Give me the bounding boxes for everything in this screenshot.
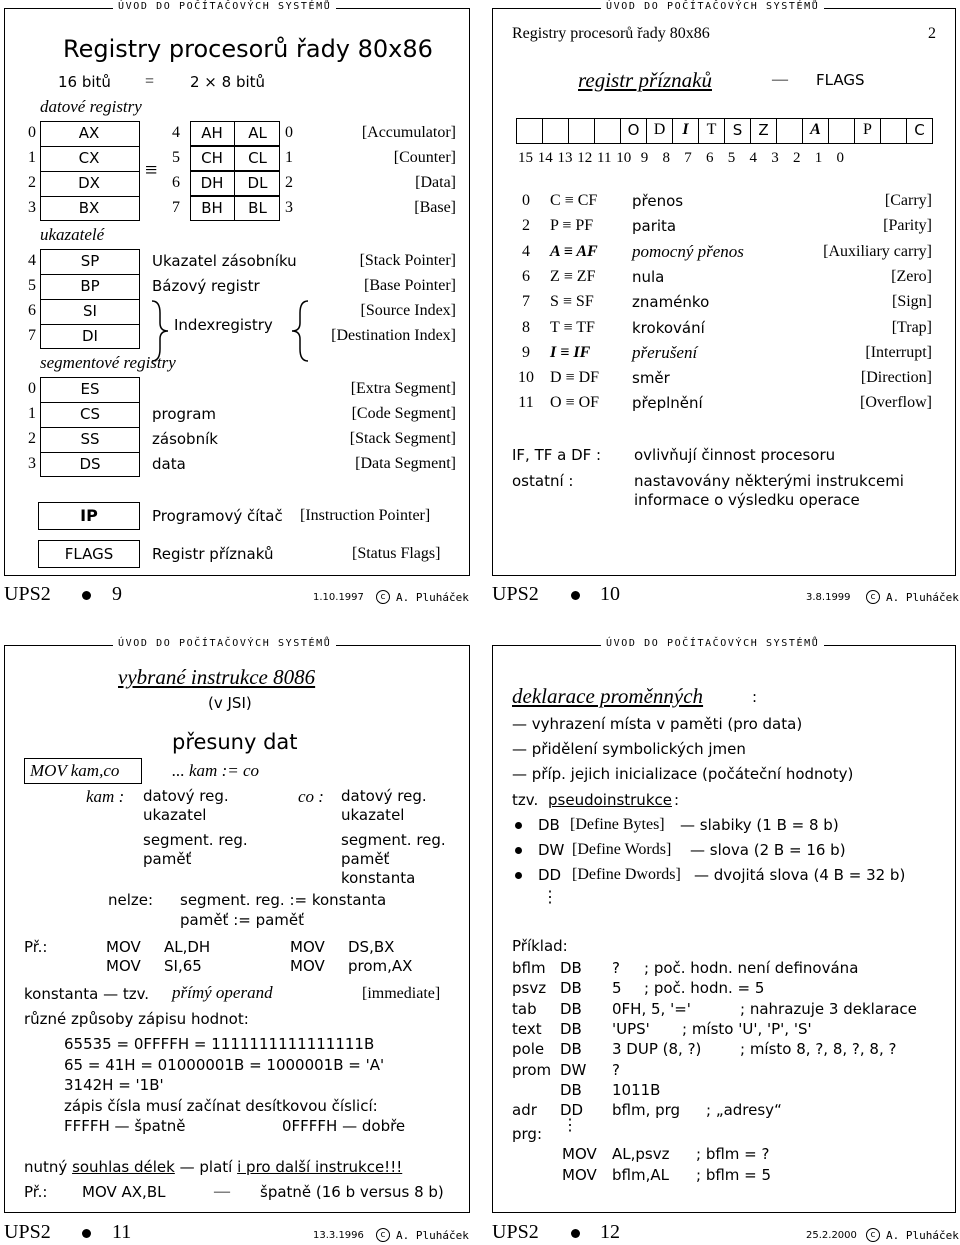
reg-number: 3 <box>285 199 293 216</box>
reg-desc: [Accumulator] <box>361 124 456 141</box>
ostatni-label: ostatní : <box>512 472 574 490</box>
purpose-3: — příp. jejich inicializace (počáteční hodnoty) <box>512 765 854 783</box>
divider <box>40 171 140 172</box>
flag-meaning: znaménko <box>632 293 710 312</box>
code-cell: DB <box>560 959 582 977</box>
flag-desc: [Overflow] <box>860 394 932 412</box>
mov1-op: MOV <box>562 1145 597 1163</box>
flag-bit-cell: A <box>802 118 829 144</box>
flag-meaning: nula <box>632 267 665 286</box>
code-cell: DB <box>560 1080 582 1099</box>
flags-register: FLAGS <box>64 545 114 563</box>
footer-author: A. Pluháček <box>396 591 469 604</box>
footer-course: UPS2 <box>492 583 539 605</box>
mov1-args: AL,psvz <box>612 1145 670 1163</box>
flag-bit: 6 <box>522 267 530 285</box>
indexregistry-label: Indexregistry <box>174 316 273 334</box>
flag-name: P ≡ PF <box>550 217 594 235</box>
reg-comment: Ukazatel zásobníku <box>152 252 297 270</box>
reg-number: 6 <box>28 302 36 319</box>
vertical-ellipsis: ⋮ <box>542 889 558 906</box>
reg-low: DL <box>247 174 268 192</box>
reg-comment: zásobník <box>152 430 218 448</box>
pseudo-colon: : <box>674 791 680 809</box>
reg-name: SI <box>83 302 97 320</box>
note-part-1: nutný <box>24 1158 68 1176</box>
title-colon: : <box>752 688 758 706</box>
code-cell: text <box>512 1019 542 1038</box>
reg-number: 0 <box>28 124 36 141</box>
reg-high: AH <box>201 124 223 142</box>
length-note <box>24 1157 402 1177</box>
reg-desc: [Source Index] <box>360 302 456 319</box>
mov2-comment: ; bflm = 5 <box>696 1166 772 1184</box>
reg-number: 2 <box>28 174 36 191</box>
code-cell: prom <box>512 1060 552 1079</box>
flag-bit-cell: Z <box>750 118 777 144</box>
code-cell: ; „adresy“ <box>706 1101 782 1120</box>
reg-low: BL <box>248 199 267 217</box>
copyright-icon: c <box>376 1228 390 1242</box>
reg-desc: [Destination Index] <box>331 327 456 344</box>
reg-name: AX <box>78 124 100 142</box>
co-label: co : <box>298 787 324 806</box>
code-cell: psvz <box>512 979 547 998</box>
value-1: 65535 = 0FFFFH = 1111111111111111B <box>64 1035 375 1053</box>
ip-desc: [Instruction Pointer] <box>300 507 431 524</box>
flag-desc: [Sign] <box>892 293 932 311</box>
divider <box>40 452 140 453</box>
label-2x8bit: 2 × 8 bitů <box>190 73 266 91</box>
footer-date: 13.3.1996 <box>313 1230 364 1241</box>
footer-page-number: 10 <box>600 583 620 605</box>
code-cell: 0FH, 5, '=' <box>612 999 691 1018</box>
dw-desc: — slova (2 B = 16 b) <box>690 841 846 859</box>
flags-label: FLAGS <box>816 71 865 89</box>
reg-number: 0 <box>28 380 36 397</box>
flag-meaning: přenos <box>632 192 684 210</box>
code-cell: DB <box>560 999 582 1018</box>
slide-header: ÚVOD DO POČÍTAČOVÝCH SYSTÉMŮ <box>601 0 824 14</box>
page-title: deklarace proměnných <box>512 684 704 708</box>
dw-keyword: DW <box>538 841 565 859</box>
reg-number: 2 <box>28 430 36 447</box>
konstanta-label: konstanta — tzv. <box>24 985 150 1003</box>
ip-comment: Programový čítač <box>152 507 283 525</box>
kam-item: paměť <box>143 850 192 868</box>
running-page: 2 <box>928 25 936 42</box>
slide-header: ÚVOD DO POČÍTAČOVÝCH SYSTÉMŮ <box>601 637 824 651</box>
note-part-2: souhlas délek <box>72 1158 175 1176</box>
code-cell: DB <box>560 979 582 998</box>
reg-number: 3 <box>28 199 36 216</box>
flag-bit-cell <box>542 118 569 144</box>
reg-number: 1 <box>28 405 36 422</box>
flag-meaning: přerušení <box>632 342 698 362</box>
reg-number: 7 <box>172 199 180 216</box>
bullet-icon <box>515 822 522 829</box>
page-title: vybrané instrukce 8086 <box>118 665 316 689</box>
footer-page-number: 11 <box>112 1221 132 1243</box>
reg-name: BP <box>80 277 100 295</box>
code-cell: ? <box>612 1060 620 1079</box>
footer-page-number: 9 <box>112 583 122 605</box>
if-tf-df-label: IF, TF a DF : <box>512 446 602 464</box>
reg-high: CH <box>201 149 223 167</box>
code-cell: DW <box>560 1060 587 1079</box>
reg-comment: data <box>152 455 186 473</box>
footer-course: UPS2 <box>4 1221 51 1243</box>
flag-bit: 10 <box>518 369 534 387</box>
brace-right <box>290 299 310 363</box>
code-cell: bflm <box>512 959 546 977</box>
reg-name: CX <box>78 149 100 167</box>
primy-operand: přímý operand <box>172 983 273 1002</box>
if-tf-df-text: ovlivňují činnost procesoru <box>634 446 836 464</box>
value-bad: FFFFH — špatně <box>64 1117 186 1135</box>
code-cell: ; místo 8, ?, 8, ?, 8, ? <box>740 1040 897 1059</box>
reg-low: AL <box>248 124 267 142</box>
reg-name: SP <box>80 252 100 270</box>
equals-sign: = <box>145 73 155 90</box>
reg-desc: [Base] <box>414 199 456 216</box>
flag-bit: 9 <box>522 343 530 361</box>
flag-name: I ≡ IF <box>550 343 591 361</box>
footer-author: A. Pluháček <box>396 1229 469 1242</box>
reg-number: 1 <box>28 149 36 166</box>
co-item: datový reg. <box>341 787 427 805</box>
co-item: ukazatel <box>341 806 405 824</box>
code-cell: ; poč. hodn. není definována <box>644 959 859 977</box>
reg-number: 4 <box>172 124 180 141</box>
page-title: Registry procesorů řady 80x86 <box>63 35 433 63</box>
example-label: Př.: <box>24 938 48 956</box>
reg-name: ES <box>80 380 100 398</box>
flag-bit-cell <box>880 118 907 144</box>
flag-desc: [Trap] <box>891 318 932 336</box>
flag-bit: 11 <box>518 394 534 412</box>
flag-name: Z ≡ ZF <box>550 267 596 285</box>
dd-desc: — dvojitá slova (4 B = 32 b) <box>694 866 906 884</box>
code-cell: ; poč. hodn. = 5 <box>644 979 765 998</box>
co-item: segment. reg. <box>341 831 446 849</box>
reg-desc: [Data] <box>415 174 456 191</box>
divider <box>40 324 140 325</box>
ex3-op: MOV <box>106 957 141 975</box>
flag-desc: [Direction] <box>860 369 932 387</box>
nelze-2: paměť := paměť <box>180 911 305 929</box>
footer-dot <box>571 591 580 600</box>
reg-name: DS <box>79 455 101 473</box>
running-title: Registry procesorů řady 80x86 <box>512 25 710 42</box>
reg-comment: Bázový registr <box>152 277 260 295</box>
code-cell: DB <box>560 1040 582 1059</box>
code-cell: DB <box>560 1019 582 1038</box>
flag-bit-cell <box>516 118 543 144</box>
note-part-3: — platí <box>179 1158 233 1176</box>
kam-item: ukazatel <box>143 806 207 824</box>
reg-number: 0 <box>285 124 293 141</box>
reg-high: BH <box>201 199 223 217</box>
reg-low: CL <box>248 149 267 167</box>
footer-course: UPS2 <box>4 583 51 605</box>
flag-desc: [Zero] <box>891 267 932 285</box>
reg-name: SS <box>80 430 100 448</box>
reg-name: DX <box>78 174 100 192</box>
divider <box>40 427 140 428</box>
db-english: [Define Bytes] <box>570 816 665 833</box>
flag-bit-cell: C <box>906 118 933 144</box>
co-item: paměť <box>341 850 390 868</box>
ex3-args: SI,65 <box>164 957 202 975</box>
code-cell: tab <box>512 999 537 1018</box>
vertical-ellipsis: ⋮ <box>562 1117 578 1134</box>
copyright-icon: c <box>866 1228 880 1242</box>
value-4: zápis čísla musí začínat desítkovou číslicí: <box>64 1097 378 1115</box>
dd-keyword: DD <box>538 866 562 884</box>
value-3: 3142H = '1B' <box>64 1076 164 1094</box>
code-cell: 'UPS' <box>612 1019 650 1038</box>
prg-label: prg: <box>512 1125 542 1143</box>
code-cell: bflm, prg <box>612 1101 681 1120</box>
reg-number: 2 <box>285 174 293 191</box>
mov1-comment: ; bflm = ? <box>696 1145 770 1163</box>
reg-desc: [Stack Pointer] <box>359 252 456 269</box>
ex2-op: MOV <box>290 938 325 956</box>
flags-comment: Registr příznaků <box>152 545 274 563</box>
flag-bit-cell: D <box>646 118 673 144</box>
ruzne-label: různé způsoby zápisu hodnot: <box>24 1010 249 1028</box>
code-cell: 1011B <box>612 1080 661 1099</box>
code-cell: 5 <box>612 979 622 998</box>
flag-bit: 8 <box>522 318 530 336</box>
code-cell: adr <box>512 1101 537 1120</box>
ostatni-text-1: nastavovány některými instrukcemi <box>634 472 904 490</box>
title-dash: — <box>772 71 788 88</box>
flags-desc: [Status Flags] <box>352 545 441 562</box>
divider <box>40 402 140 403</box>
ex2-args: DS,BX <box>348 938 395 956</box>
example2-code: MOV AX,BL <box>82 1183 166 1201</box>
code-cell: ; místo 'U', 'P', 'S' <box>682 1019 812 1038</box>
kam-label: kam : <box>86 787 125 806</box>
flag-meaning: pomocný přenos <box>632 241 744 261</box>
label-16bit: 16 bitů <box>58 73 111 91</box>
reg-name: BX <box>78 199 100 217</box>
reg-comment: program <box>152 405 217 423</box>
reg-name: DI <box>82 327 98 345</box>
reg-number: 5 <box>172 149 180 166</box>
dw-english: [Define Words] <box>572 841 672 858</box>
footer-dot <box>82 591 91 600</box>
section-data-registers: datové registry <box>40 97 142 116</box>
code-cell: DD <box>560 1101 584 1120</box>
bullet-icon <box>515 847 522 854</box>
reg-desc: [Stack Segment] <box>349 430 456 447</box>
footer-author: A. Pluháček <box>886 591 959 604</box>
flag-meaning: směr <box>632 369 670 388</box>
footer-dot <box>571 1229 580 1238</box>
reg-desc: [Base Pointer] <box>364 277 456 294</box>
reg-number: 3 <box>28 455 36 472</box>
footer-date: 3.8.1999 <box>806 592 851 603</box>
example2-dash: — <box>214 1183 230 1200</box>
reg-high: DH <box>200 174 224 192</box>
flag-meaning: parita <box>632 217 677 236</box>
ip-register: IP <box>80 506 98 525</box>
flag-name: S ≡ SF <box>550 293 594 311</box>
flag-bit-cell: T <box>698 118 725 144</box>
flag-bit: 4 <box>522 242 530 260</box>
reg-number: 5 <box>28 277 36 294</box>
copyright-icon: c <box>866 590 880 604</box>
mov-desc: ... kam := co <box>172 761 260 780</box>
divider <box>40 274 140 275</box>
example2-text: špatně (16 b versus 8 b) <box>260 1183 444 1201</box>
flag-bit-cell: S <box>724 118 751 144</box>
ex4-op: MOV <box>290 957 325 975</box>
ex4-args: prom,AX <box>348 957 413 975</box>
reg-number: 4 <box>28 252 36 269</box>
bullet-icon <box>515 872 522 879</box>
flag-bit-cell <box>828 118 855 144</box>
purpose-2: — přidělení symbolických jmen <box>512 740 746 758</box>
flag-meaning: přeplnění <box>632 394 703 413</box>
flag-name: O ≡ OF <box>550 394 600 412</box>
flag-bit: 2 <box>522 217 530 235</box>
section-pointers: ukazatelé <box>40 225 105 244</box>
example2-label: Př.: <box>24 1183 48 1201</box>
flag-desc: [Parity] <box>883 217 932 235</box>
footer-dot <box>82 1229 91 1238</box>
flag-name: T ≡ TF <box>550 318 595 336</box>
reg-number: 1 <box>285 149 293 166</box>
bit-numbers: 15 14 13 12 11 10 9 8 7 6 5 4 3 2 1 0 <box>518 150 844 166</box>
note-part-4: i pro další instrukce!!! <box>237 1158 403 1176</box>
flag-desc: [Carry] <box>884 192 932 209</box>
value-2: 65 = 41H = 01000001B = 1000001B = 'A' <box>64 1056 385 1074</box>
flag-meaning: krokování <box>632 318 705 337</box>
pseudoinstrukce: pseudoinstrukce <box>548 791 672 809</box>
flag-name: C ≡ CF <box>550 192 598 209</box>
flag-bit-cell <box>594 118 621 144</box>
db-desc: — slabiky (1 B = 8 b) <box>680 816 839 834</box>
flag-bit-cell <box>568 118 595 144</box>
mov-syntax: MOV kam,co <box>30 761 120 780</box>
kam-item: segment. reg. <box>143 831 248 849</box>
code-cell: pole <box>512 1040 545 1059</box>
subtitle: (v JSI) <box>208 694 252 712</box>
footer-author: A. Pluháček <box>886 1229 959 1242</box>
section-segment-registers: segmentové registry <box>40 353 176 372</box>
tzv-label: tzv. <box>512 791 539 809</box>
mov2-args: bflm,AL <box>612 1166 669 1184</box>
flag-desc: [Auxiliary carry] <box>823 242 932 260</box>
footer-date: 1.10.1997 <box>313 592 364 603</box>
footer-course: UPS2 <box>492 1221 539 1243</box>
immediate-label: [immediate] <box>362 985 441 1002</box>
reg-desc: [Data Segment] <box>355 455 456 472</box>
co-item: konstanta <box>341 869 416 887</box>
reg-desc: [Code Segment] <box>351 405 456 422</box>
page-title: registr příznaků <box>578 68 712 92</box>
section-title: přesuny dat <box>172 730 298 754</box>
purpose-1: — vyhrazení místa v paměti (pro data) <box>512 715 803 733</box>
dd-english: [Define Dwords] <box>572 866 681 883</box>
slide-header: ÚVOD DO POČÍTAČOVÝCH SYSTÉMŮ <box>113 637 336 651</box>
flag-bit: 0 <box>522 192 530 209</box>
reg-name: CS <box>80 405 100 423</box>
copyright-icon: c <box>376 590 390 604</box>
code-cell: ? <box>612 959 620 977</box>
reg-number: 6 <box>172 174 180 191</box>
divider <box>40 196 140 197</box>
reg-desc: [Counter] <box>393 149 456 166</box>
value-good: 0FFFFH — dobře <box>282 1117 406 1135</box>
reg-desc: [Extra Segment] <box>350 380 456 397</box>
divider <box>40 146 140 147</box>
equivalence-sign: ≡ <box>145 157 158 182</box>
flag-bit-cell: O <box>620 118 647 144</box>
ex1-args: AL,DH <box>164 938 211 956</box>
footer-page-number: 12 <box>600 1221 620 1243</box>
kam-item: datový reg. <box>143 787 229 805</box>
flag-bit-cell: I <box>672 118 699 144</box>
mov2-op: MOV <box>562 1166 597 1184</box>
ostatni-text-2: informace o výsledku operace <box>634 491 860 509</box>
code-cell: 3 DUP (8, ?) <box>612 1040 702 1059</box>
divider <box>40 299 140 300</box>
footer-date: 25.2.2000 <box>806 1230 857 1241</box>
db-keyword: DB <box>538 816 560 834</box>
code-cell: ; nahrazuje 3 deklarace <box>740 999 917 1018</box>
nelze-1: segment. reg. := konstanta <box>180 891 387 909</box>
slide-header: ÚVOD DO POČÍTAČOVÝCH SYSTÉMŮ <box>113 0 336 14</box>
reg-number: 7 <box>28 327 36 344</box>
flag-bit-cell: P <box>854 118 881 144</box>
flag-name: D ≡ DF <box>550 369 600 387</box>
flag-name: A ≡ AF <box>550 242 598 260</box>
flag-bit: 7 <box>522 293 530 311</box>
example-heading: Příklad: <box>512 937 568 955</box>
ex1-op: MOV <box>106 938 141 956</box>
nelze-label: nelze: <box>108 891 154 909</box>
flag-desc: [Interrupt] <box>865 343 932 361</box>
flag-bit-cell <box>776 118 803 144</box>
